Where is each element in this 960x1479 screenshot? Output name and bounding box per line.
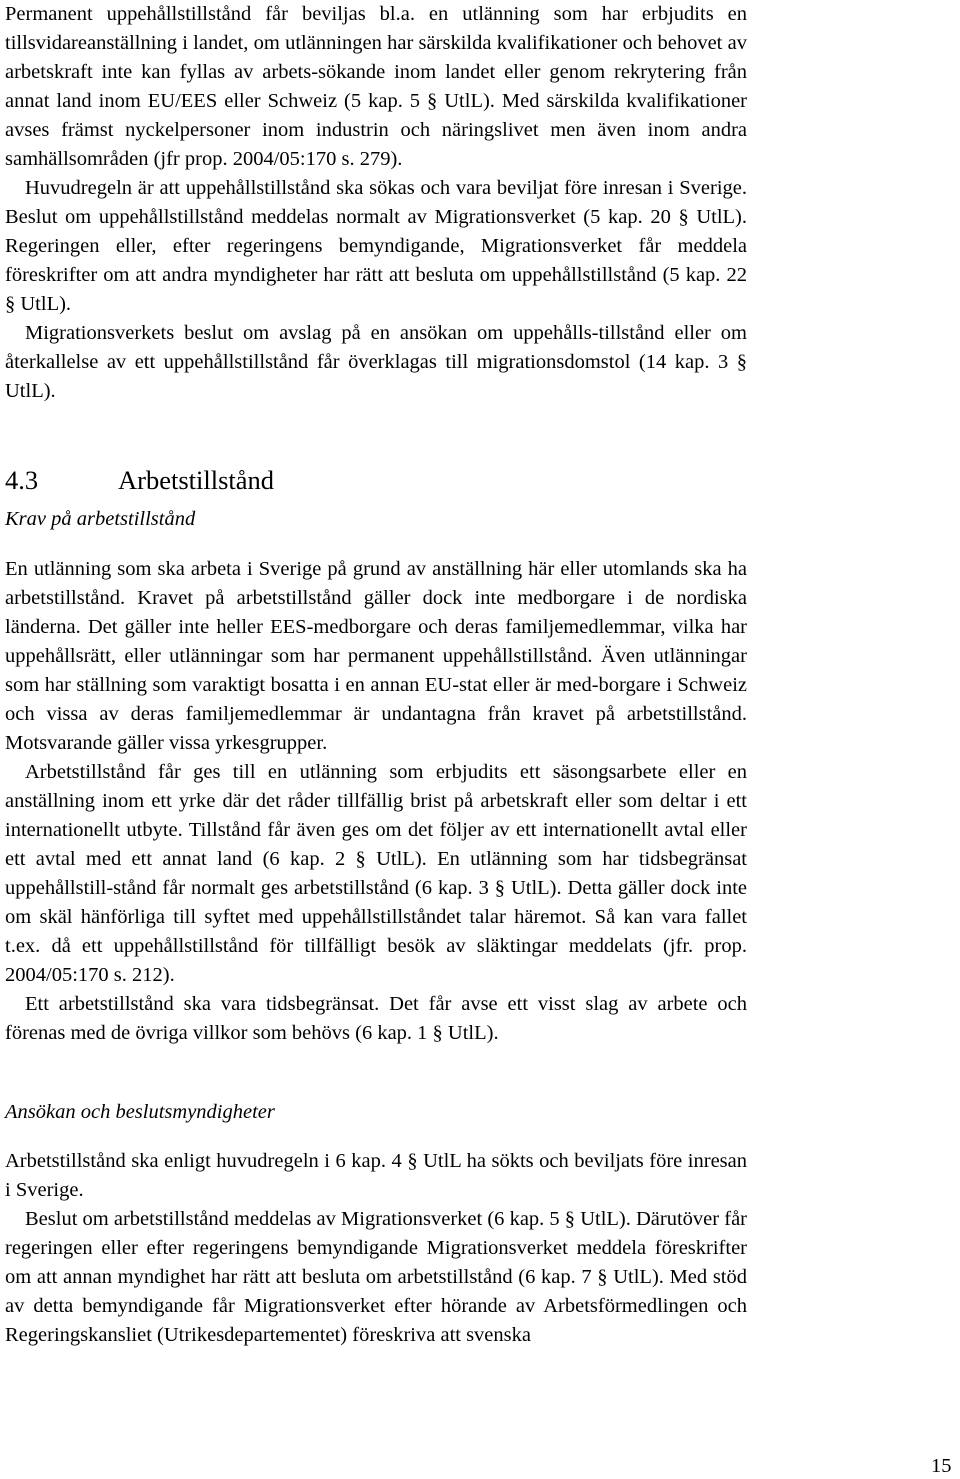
section-heading [5, 464, 747, 496]
body-paragraph: Beslut om arbetstillstånd meddelas av Migrationsverket (6 kap. 5 § UtlL). Därutöver får regeringen eller efter regeringens bemyndigande Migrationsverket meddela föreskrifter om att annan myndighet har rätt att besluta om arbetstillstånd (6 kap. 7 § UtlL). Med stöd av detta bemyndigande får Migrationsverket efter hörande av Arbetsförmedlingen och Regeringskansliet (Utrikesdepartementet) föreskriva att svenska [5, 1208, 747, 1346]
body-paragraph: Arbetstillstånd får ges till en utlänning som erbjudits ett säsongsarbete eller en anställning inom ett yrke där det råder tillfällig brist på arbetskraft eller som deltar i ett internationellt utbyte. Tillstånd får även ges om det följer av ett internationellt avtal eller ett avtal med ett annat land (6 kap. 2 § UtlL). En utlänning som har tidsbegränsat uppehållstill-stånd får normalt ges arbetstillstånd (6 kap. 3 § UtlL). Detta gäller dock inte om skäl hänförliga till syftet med uppehållstillståndet talar häremot. Så kan vara fallet t.ex. då ett uppehållstillstånd för tillfälligt besök av släktingar meddelats (jfr. prop. 2004/05:170 s. 212). [5, 761, 747, 986]
section-title: Arbetstillstånd [118, 465, 275, 495]
body-paragraph: Ett arbetstillstånd ska vara tidsbegränsat. Det får avse ett visst slag av arbete och förenas med de övriga villkor som behövs (6 kap. 1 § UtlL). [5, 993, 747, 1044]
body-paragraph: En utlänning som ska arbeta i Sverige på grund av anställning här eller utomlands ska ha arbetstillstånd. Kravet på arbetstillstånd gäller dock inte medborgare i de nordiska länderna. Det gäller inte heller EES-medborgare och deras familjemedlemmar, vilka har uppehållsrätt, eller utlänningar som har permanent uppehållstillstånd. Även utlänningar som har ställning som varaktigt bosatta i en annan EU-stat eller är med-borgare i Schweiz och vissa av deras familjemedlemmar är undantagna från kravet på arbetstillstånd. Motsvarande gäller vissa yrkesgrupper. [5, 558, 747, 754]
body-paragraph: Huvudregeln är att uppehållstillstånd ska sökas och vara beviljat före inresan i Sverige. Beslut om uppehållstillstånd meddelas normalt av Migrationsverket (5 kap. 20 § UtlL). Regeringen eller, efter regeringens bemyndigande, Migrationsverket får meddela föreskrifter om att andra myndigheter har rätt att besluta om uppehållstillstånd (5 kap. 22 § UtlL). [5, 177, 747, 315]
document-page [5, 0, 747, 1350]
body-paragraph: Permanent uppehållstillstånd får beviljas bl.a. en utlänning som har erbjudits en tillsvidareanställning i landet, om utlänningen har särskilda kvalifikationer och behovet av arbetskraft inte kan fyllas av arbets-sökande inom landet eller genom rekrytering från annat land inom EU/EES eller Schweiz (5 kap. 5 § UtlL). Med särskilda kvalifikationer avses främst nyckelpersoner inom industrin och näringslivet men även inom andra samhällsområden (jfr prop. 2004/05:170 s. 279). [5, 3, 747, 170]
subheading: Krav på arbetstillstånd [5, 508, 196, 530]
body-paragraph: Arbetstillstånd ska enligt huvudregeln i 6 kap. 4 § UtlL ha sökts och beviljats före inresan i Sverige. [5, 1150, 747, 1201]
body-paragraph: Migrationsverkets beslut om avslag på en ansökan om uppehålls-tillstånd eller om återkallelse av ett uppehållstillstånd får överklagas till migrationsdomstol (14 kap. 3 § UtlL). [5, 322, 747, 402]
subheading: Ansökan och beslutsmyndigheter [5, 1101, 275, 1123]
section-number: 4.3 [5, 465, 39, 495]
page-number: 15 [931, 1455, 952, 1477]
